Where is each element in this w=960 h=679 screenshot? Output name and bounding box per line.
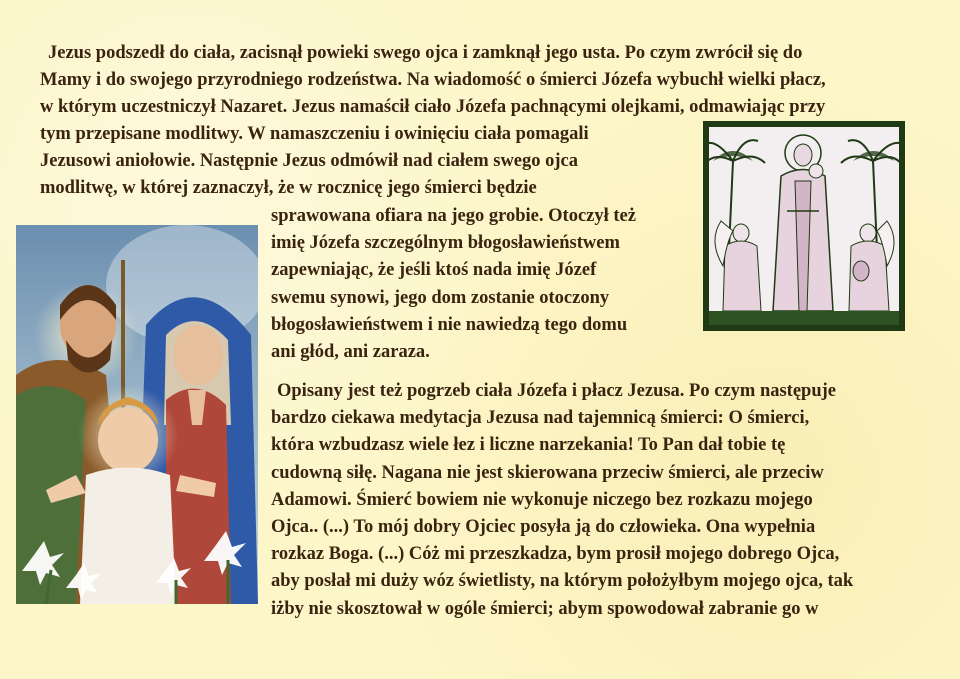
paragraph-2-line-6: Ojca.. (...) To mój dobry Ojciec posyła ją do człowieka. Ona wypełnia [271, 517, 816, 537]
paragraph-1-line-8: imię Józefa szczególnym błogosławieństwem [271, 233, 620, 253]
paragraph-2-line-2: bardzo ciekawa medytacja Jezusa nad tajemnicą śmierci: O śmierci, [271, 408, 810, 428]
paragraph-1-line-7: sprawowana ofiara na jego grobie. Otoczył też [271, 206, 636, 226]
paragraph-2-line-8: aby posłał mi duży wóz świetlisty, na którym położyłbym mojego ojca, tak [271, 571, 854, 591]
paragraph-2-line-4: cudowną siłę. Nagana nie jest skierowana przeciw śmierci, ale przeciw [271, 463, 824, 483]
paragraph-2-line-5: Adamowi. Śmierć bowiem nie wykonuje niczego bez rozkazu mojego [271, 490, 813, 510]
st-joseph-engraving-image [703, 121, 905, 331]
paragraph-1-line-4: tym przepisane modlitwy. W namaszczeniu i owinięciu ciała pomagali [40, 124, 589, 144]
paragraph-2-line-3: która wzbudzasz wiele łez i liczne narzekania! To Pan dał tobie tę [271, 435, 786, 455]
paragraph-1-line-5: Jezusowi aniołowie. Następnie Jezus odmówił nad ciałem swego ojca [40, 151, 579, 171]
paragraph-1-line-1: Jezus podszedł do ciała, zacisnął powieki swego ojca i zamknął jego usta. Po czym zwrócił się do [48, 43, 803, 63]
paragraph-1-line-6: modlitwę, w której zaznaczył, że w rocznicę jego śmierci będzie [40, 178, 537, 198]
paragraph-2-line-1: Opisany jest też pogrzeb ciała Józefa i płacz Jezusa. Po czym następuje [277, 381, 837, 401]
paragraph-1-line-12: ani głód, ani zaraza. [271, 342, 430, 362]
holy-family-image [16, 225, 258, 604]
paragraph-1-line-3: w którym uczestniczył Nazaret. Jezus namaścił ciało Józefa pachnącymi olejkami, odmawiając przy [40, 97, 826, 117]
paragraph-1-line-9: zapewniając, że jeśli ktoś nada imię Józef [271, 260, 597, 280]
paragraph-2-line-9: iżby nie skosztował w ogóle śmierci; abym spowodował zabranie go w [271, 599, 819, 619]
paragraph-1-line-11: błogosławieństwem i nie nawiedzą tego domu [271, 315, 628, 335]
paragraph-1-line-10: swemu synowi, jego dom zostanie otoczony [271, 288, 610, 308]
paragraph-2-line-7: rozkaz Boga. (...) Cóż mi przeszkadza, bym prosił mojego dobrego Ojca, [271, 544, 840, 564]
paragraph-1-line-2: Mamy i do swojego przyrodniego rodzeństwa. Na wiadomość o śmierci Józefa wybuchł wielki płacz, [40, 70, 826, 90]
